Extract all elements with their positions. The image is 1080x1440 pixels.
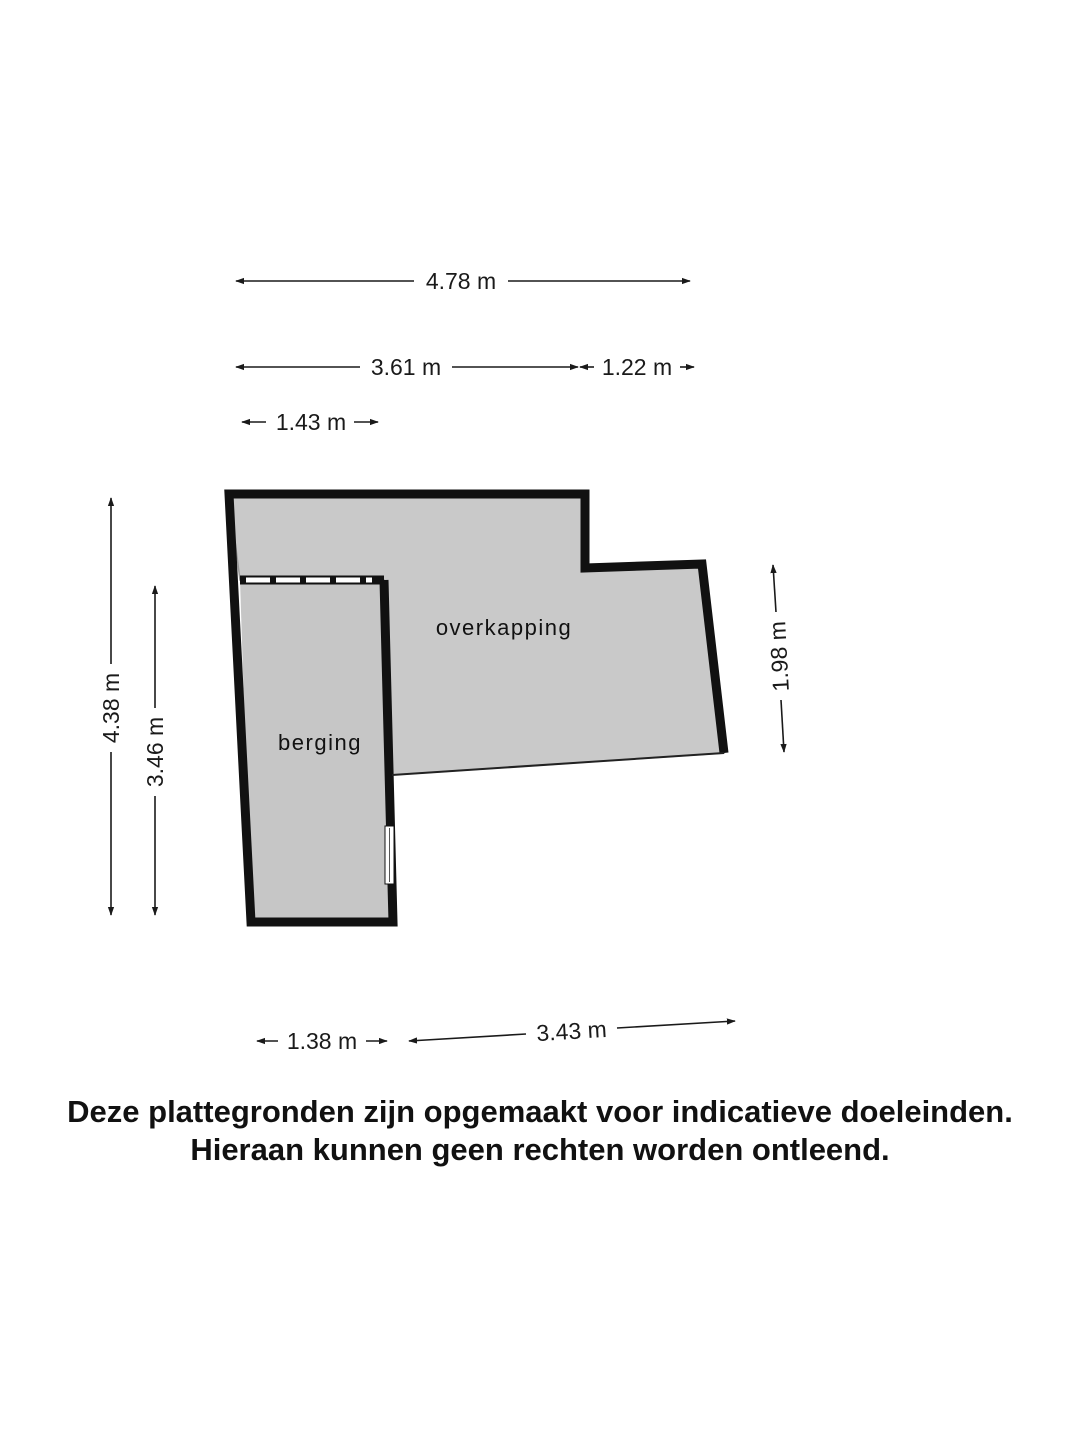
- dim-label-top-total: 4.78 m: [425, 268, 497, 294]
- dim-bottom-left: [257, 1028, 387, 1054]
- dim-label-right: 1.98 m: [764, 620, 794, 693]
- disclaimer-line-2: Hieraan kunnen geen rechten worden ontleend.: [190, 1132, 890, 1167]
- dim-label-bottom-left: 1.38 m: [286, 1028, 358, 1054]
- dim-top-right: [580, 354, 694, 380]
- dim-left-outer: [98, 498, 124, 915]
- dim-right: [764, 565, 794, 752]
- dim-top-small: [242, 409, 378, 435]
- disclaimer-line-1: Deze plattegronden zijn opgemaakt voor indicatieve doeleinden.: [67, 1094, 1013, 1129]
- dim-bottom-right: [409, 1016, 735, 1046]
- dim-label-top-left: 3.61 m: [370, 354, 442, 380]
- dim-top-left: [236, 354, 578, 380]
- dim-label-left-inner: 3.46 m: [142, 716, 168, 788]
- dim-label-top-small: 1.43 m: [275, 409, 347, 435]
- floor-area: [229, 494, 724, 922]
- dim-label-bottom-right: 3.43 m: [535, 1015, 608, 1047]
- dim-left-inner: [142, 586, 168, 915]
- dim-top-total: [236, 268, 690, 294]
- room-label-overkapping: overkapping: [435, 615, 573, 640]
- dim-label-top-right: 1.22 m: [601, 354, 673, 380]
- room-label-berging: berging: [278, 730, 362, 755]
- dim-label-left-outer: 4.38 m: [98, 672, 124, 744]
